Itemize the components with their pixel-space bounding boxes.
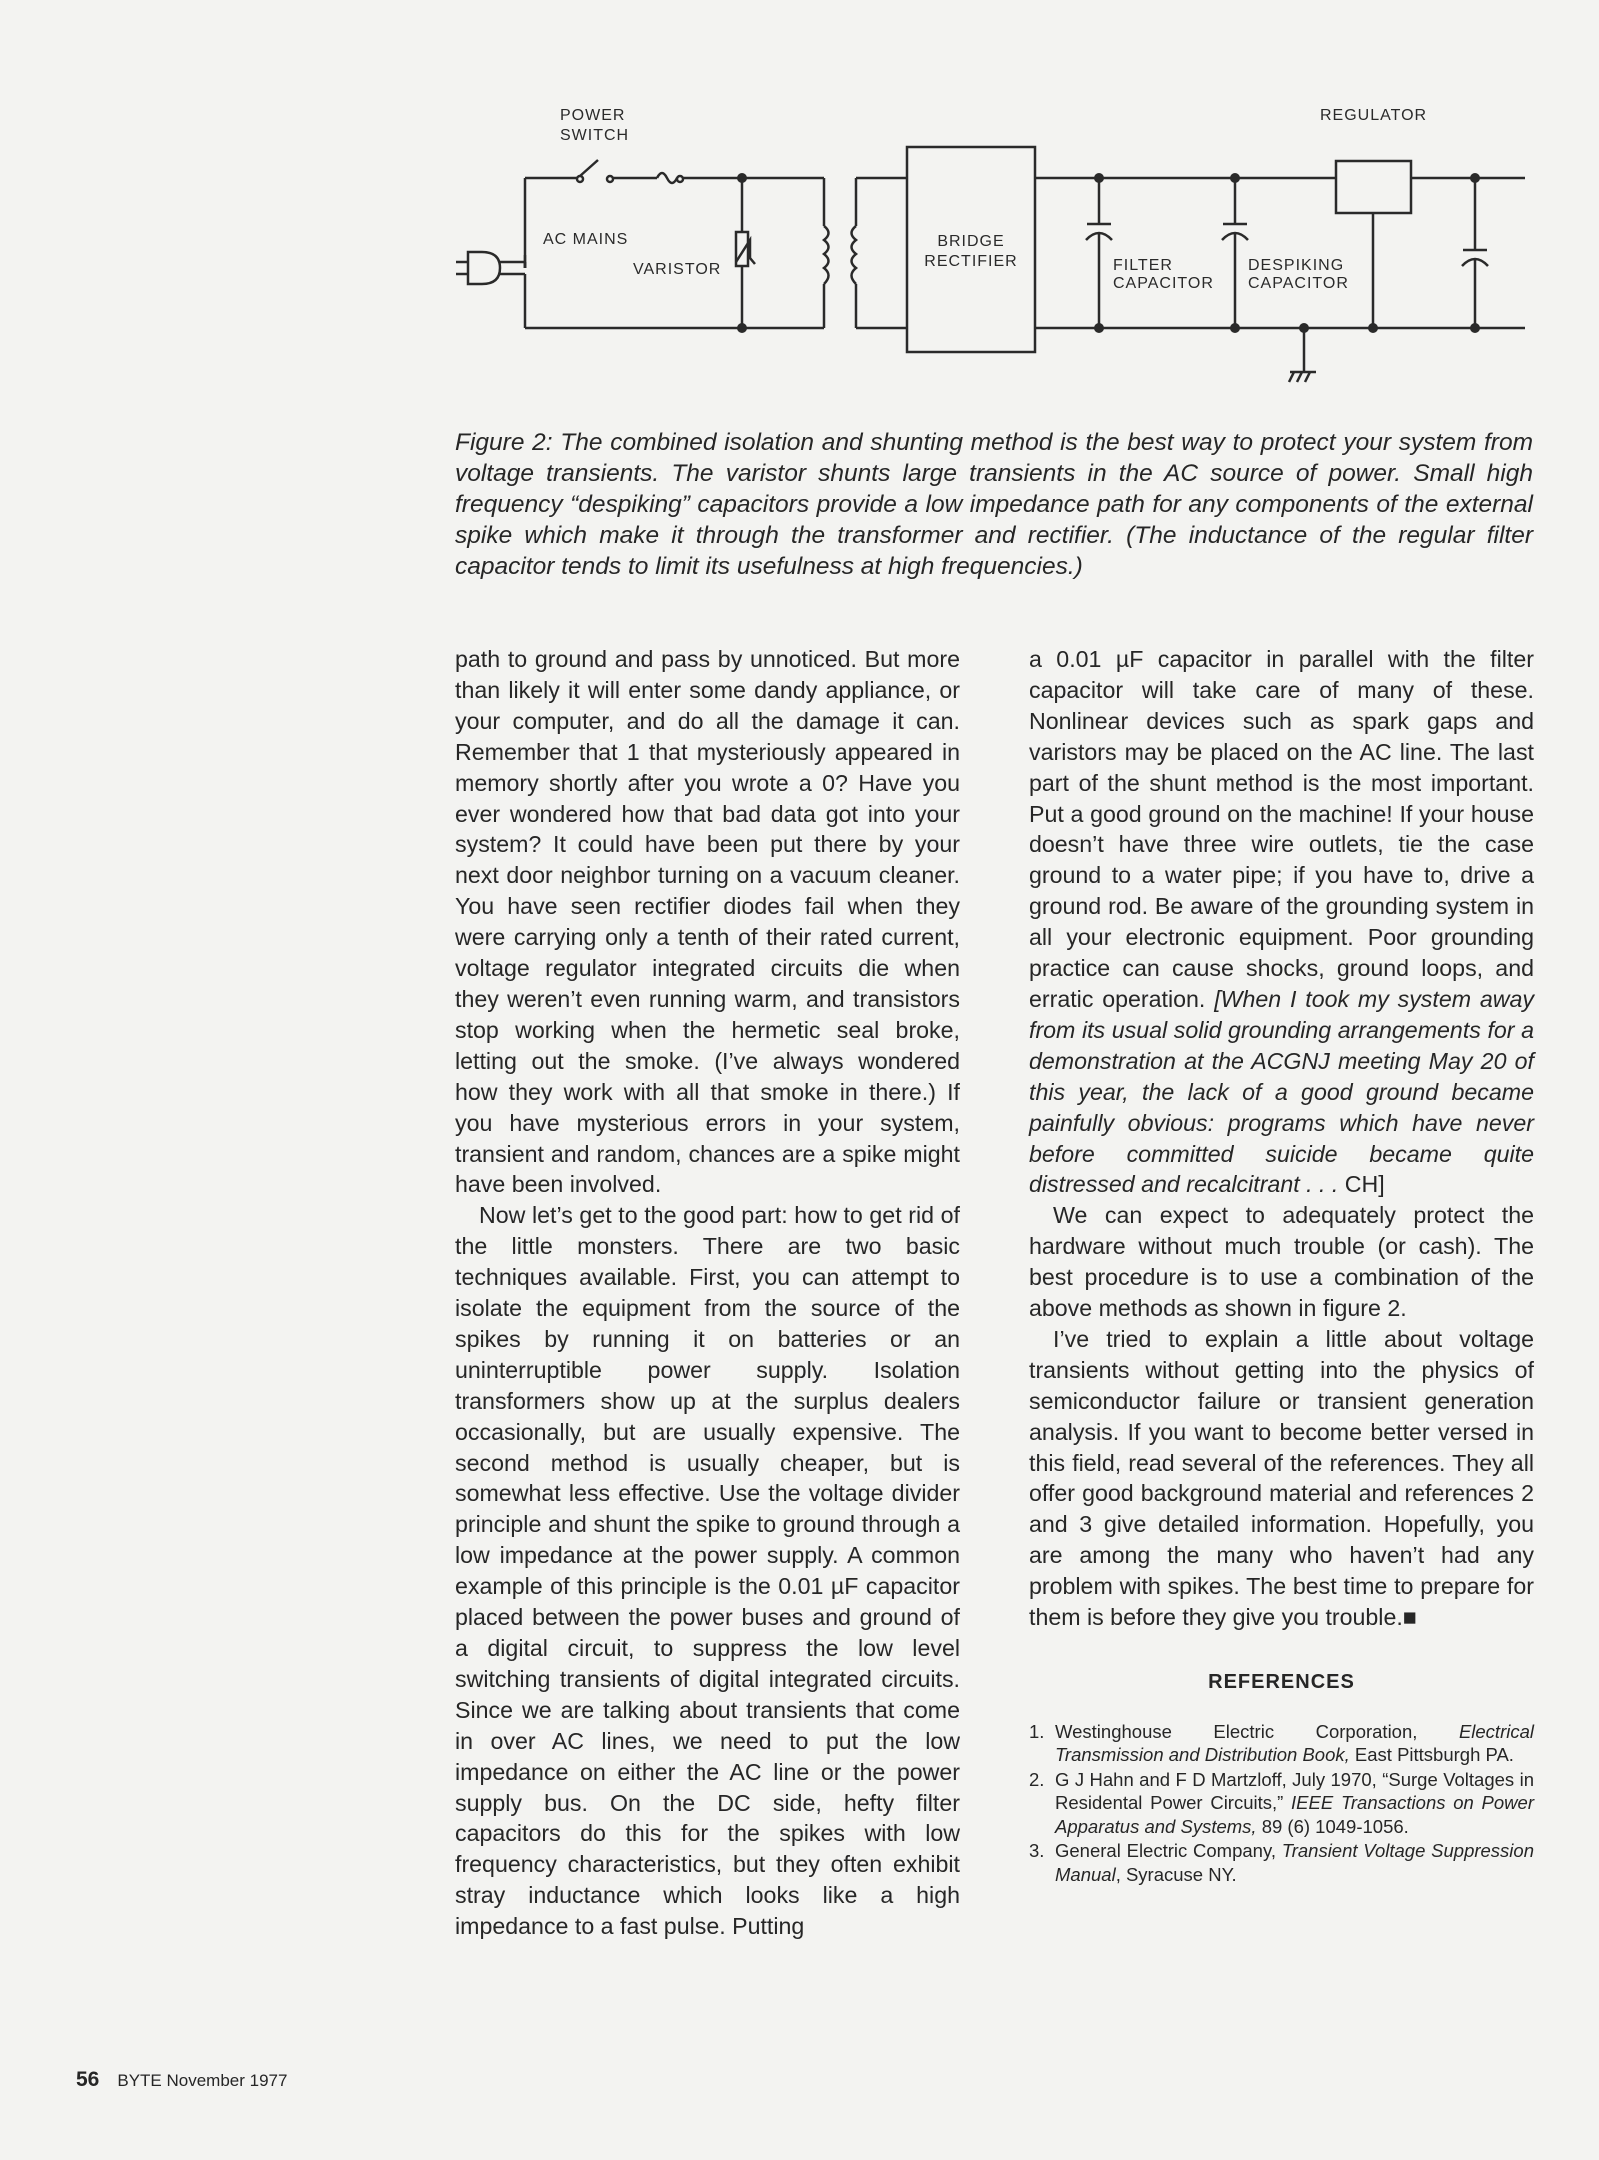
- right-column: [1029, 644, 1534, 1887]
- reference-title: IEEE Transactions on Power Apparatus and Systems,: [1055, 1792, 1534, 1837]
- reference-text: G J Hahn and F D Martzloff, July 1970, “Surge Voltages in Residental Power Circuits,”: [1055, 1768, 1534, 1814]
- editor-initials: CH]: [1344, 1171, 1385, 1198]
- reference-text: , Syracuse NY.: [1115, 1863, 1237, 1885]
- reference-number: 1.: [1029, 1720, 1045, 1742]
- label-power-switch: SWITCH: [560, 127, 630, 144]
- left-column: [455, 644, 960, 1942]
- editor-note: [When I took my system away from its usual solid grounding arrangements for a demonstration at the ACGNJ meeting May 20 of this year, the lack of a good ground became painfully obvious: programs which have never before committed suicide became quite distressed and recalcitrant . . .: [1029, 985, 1534, 1198]
- figure-caption: Figure 2: The combined isolation and shunting method is the best way to protect your system from voltage transients. The varistor shunts large transients in the AC source of power. Small high frequency “despiking” capacitors provide a low impedance path for any components of the external spike which make it through the transformer and rectifier. (The inductance of the regular filter capacitor tends to limit its usefulness at high frequencies.): [455, 429, 1533, 580]
- paragraph: Now let’s get to the good part: how to get rid of the little monsters. There are two basic techniques available. First, you can attempt to isolate the equipment from the source of the spikes by running it on batteries or an uninterruptible power supply. Isolation transformers show up at the surplus dealers occasionally, but are usually expensive. The second method is usually cheaper, but is somewhat less effective. Use the voltage divider principle and shunt the spike to ground through a low impedance at the power supply. A common example of this principle is the 0.01 µF capacitor placed between the power buses and ground of a digital circuit, to suppress the low level switching transients of digital integrated circuits. Since we are talking about transients that come in over AC lines, we need to put the low impedance on either the AC line or the power supply bus. On the DC side, hefty filter capacitors do this for the spikes with low frequency characteristics, but they often exhibit stray inductance which looks like a high impedance to a fast pulse. Putting: [455, 1202, 960, 1940]
- paragraph-text: a 0.01 µF capacitor in parallel with the filter capacitor will take care of many of these. Nonlinear devices such as spark gaps and varistors may be placed on the AC line. The last part of the shunt method is the most important. Put a good ground on the machine! If your house doesn’t have three wire outlets, tie the case ground to a water pipe; if you have to, drive a ground rod. Be aware of the grounding system in all your electronic equipment. Poor grounding practice can cause shocks, ground loops, and erratic operation.: [1029, 646, 1534, 1012]
- paragraph: I’ve tried to explain a little about voltage transients without getting into the physics of semiconductor failure or transient generation analysis. If you want to become better versed in this field, read several of the references. They all offer good background material and references 2 and 3 give detailed information. Hopefully, you are among the many who haven’t had any problem with spikes. The best time to prepare for them is before they give you trouble.■: [1029, 1325, 1534, 1631]
- paragraph: [1029, 644, 1534, 1200]
- label-regulator: REGULATOR: [1320, 107, 1428, 124]
- reference-text: General Electric Company,: [1055, 1840, 1282, 1862]
- reference-title: Transient Voltage Suppression Manual: [1055, 1840, 1534, 1885]
- reference-item: [1029, 1839, 1534, 1886]
- references-heading: REFERENCES: [1208, 1671, 1355, 1693]
- references-list: [1029, 1720, 1534, 1887]
- page-number: 56: [76, 2068, 100, 2091]
- label-bridge: BRIDGE: [937, 233, 1005, 250]
- publication-info: BYTE November 1977: [117, 2071, 288, 2090]
- paragraph: We can expect to adequately protect the hardware without much trouble (or cash). The best procedure is to use a combination of the above methods as shown in figure 2.: [1029, 1202, 1534, 1322]
- reference-item: [1029, 1768, 1534, 1839]
- label-despiking: DESPIKING: [1248, 257, 1345, 274]
- reference-number: 3.: [1029, 1840, 1045, 1862]
- reference-item: [1029, 1720, 1534, 1767]
- label-power-switch: POWER: [560, 107, 626, 124]
- label-varistor: VARISTOR: [633, 261, 722, 278]
- paragraph: path to ground and pass by unnoticed. But more than likely it will enter some dandy appliance, or your computer, and do all the damage it can. Remember that 1 that mysteriously appeared in memory shortly after you wrote a 0? Have you ever wondered how that bad data got into your system? It could have been put there by your next door neighbor turning on a vacuum cleaner. You have seen rectifier diodes fail when they were carrying only a tenth of their rated current, voltage regulator integrated circuits die when they weren’t even running warm, and transistors stop working when the hermetic seal broke, letting out the smoke. (I’ve always wondered how they work with all that smoke in there.) If you have mysterious errors in your system, transient and random, chances are a spike might have been involved.: [455, 646, 960, 1198]
- label-filter: FILTER: [1113, 257, 1173, 274]
- reference-text: Westinghouse Electric Corporation,: [1055, 1720, 1459, 1742]
- reference-number: 2.: [1029, 1768, 1045, 1790]
- reference-text: East Pittsburgh PA.: [1349, 1744, 1514, 1766]
- reference-title: Electrical Transmission and Distribution Book,: [1055, 1720, 1534, 1766]
- label-despiking-capacitor: CAPACITOR: [1248, 275, 1349, 292]
- reference-text: 89 (6) 1049-1056.: [1256, 1815, 1409, 1837]
- label-rectifier: RECTIFIER: [924, 253, 1018, 270]
- page-footer: [76, 2068, 287, 2092]
- label-ac-mains: AC MAINS: [543, 231, 629, 248]
- label-filter-capacitor: CAPACITOR: [1113, 275, 1214, 292]
